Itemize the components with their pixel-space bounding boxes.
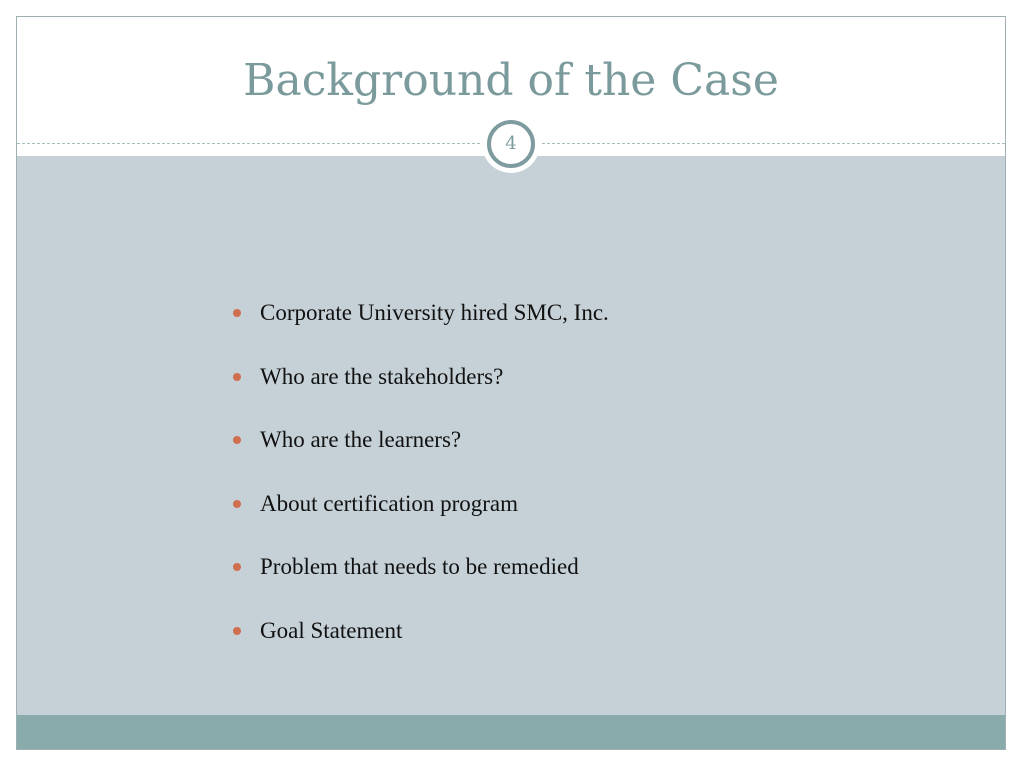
bullet-item: [231, 486, 609, 550]
bullet-text: Goal Statement: [260, 617, 403, 643]
slide-title: Background of the Case: [243, 55, 779, 106]
bullet-icon: [233, 436, 241, 444]
bullet-icon: [233, 373, 241, 381]
bullet-icon: [233, 563, 241, 571]
page-number: 4: [487, 120, 535, 168]
bullet-icon: [233, 309, 241, 317]
bullet-item: [231, 359, 609, 423]
bullet-icon: [233, 627, 241, 635]
bullet-text: About certification program: [260, 490, 519, 516]
page-number-badge: [482, 115, 540, 173]
bullet-text: Who are the stakeholders?: [260, 363, 504, 389]
bullet-text: Corporate University hired SMC, Inc.: [260, 300, 609, 325]
bullet-item: [231, 422, 609, 486]
bullet-item: [231, 549, 609, 613]
bullet-text: Who are the learners?: [260, 427, 462, 452]
slide: [16, 16, 1006, 750]
bullet-item: [231, 613, 609, 677]
bullet-text: Problem that needs to be remedied: [260, 554, 579, 579]
bullet-item: [231, 295, 609, 359]
footer-band: [17, 715, 1005, 750]
bullet-list: [231, 295, 609, 676]
bullet-icon: [233, 500, 241, 508]
